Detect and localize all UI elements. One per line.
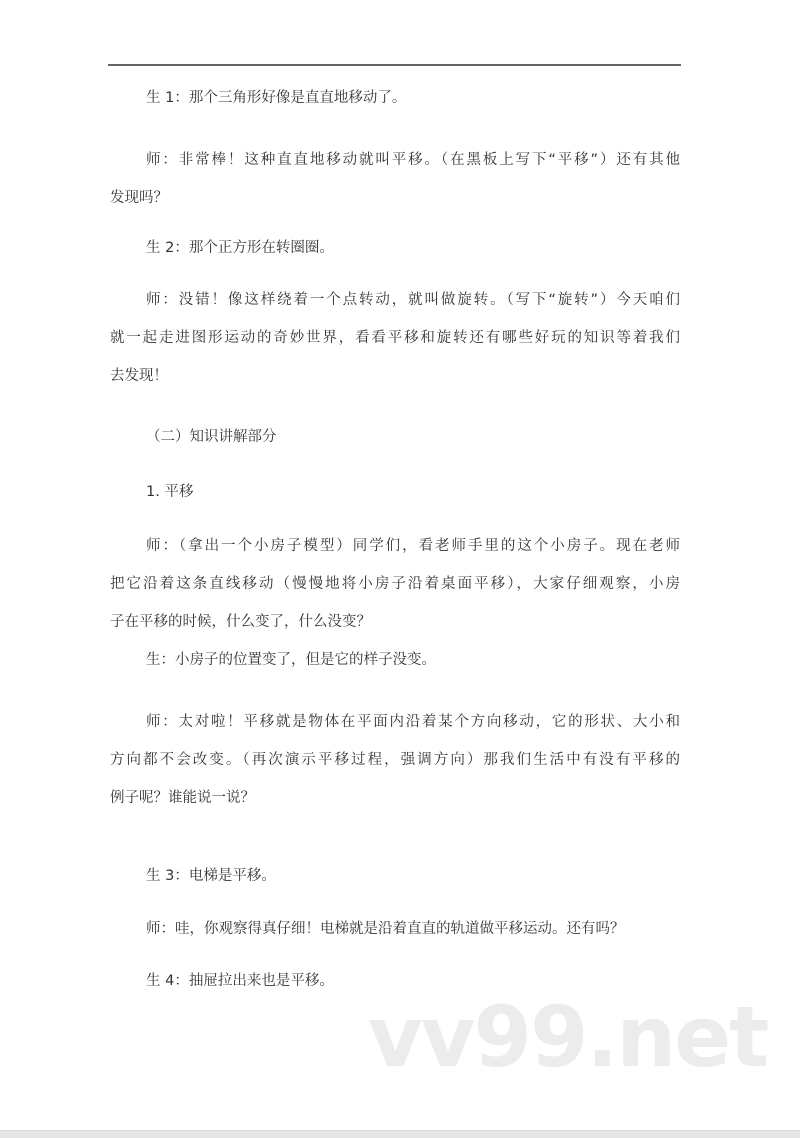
text-line: 师：非常棒！这种直直地移动就叫平移。（在黑板上写下“平移”）还有其他 <box>146 152 680 168</box>
paragraph-teacher-translation <box>110 141 680 217</box>
text-line: 师：没错！像这样绕着一个点转动，就叫做旋转。（写下“旋转”）今天咱们 <box>146 292 680 308</box>
text-line: 师：哇，你观察得真仔细！电梯就是沿着直直的轨道做平移运动。还有吗？ <box>146 921 625 937</box>
header-rule <box>108 64 681 66</box>
text-line: 生 2：那个正方形在转圈圈。 <box>146 240 334 256</box>
text-line: 生 1：那个三角形好像是直直地移动了。 <box>146 90 407 106</box>
paragraph-student-2 <box>110 229 680 267</box>
paragraph-student-1 <box>110 79 680 117</box>
text-line: 把它沿着这条直线移动（慢慢地将小房子沿着桌面平移），大家仔细观察，小房 <box>110 576 680 592</box>
text-line: 就一起走进图形运动的奇妙世界，看看平移和旋转还有哪些好玩的知识等着我们 <box>110 330 680 346</box>
text-line: 子在平移的时候，什么变了，什么没变？ <box>110 614 371 630</box>
text-line: （二）知识讲解部分 <box>146 429 277 445</box>
section-heading <box>110 418 680 456</box>
text-line: 1. 平移 <box>146 484 194 500</box>
text-line: 例子呢？谁能说一说？ <box>110 790 255 806</box>
text-line: 师：太对啦！平移就是物体在平面内沿着某个方向移动，它的形状、大小和 <box>146 714 680 730</box>
text-line: 生 4：抽屉拉出来也是平移。 <box>146 973 334 989</box>
paragraph-teacher-house <box>110 527 680 641</box>
text-line: 发现吗？ <box>110 190 168 206</box>
text-line: 师：（拿出一个小房子模型）同学们，看老师手里的这个小房子。现在老师 <box>146 538 680 554</box>
subsection-heading <box>110 473 680 511</box>
paragraph-teacher-elevator <box>110 910 680 948</box>
paragraph-student-house <box>110 641 680 679</box>
paragraph-teacher-rotation <box>110 281 680 395</box>
watermark: vv99.net <box>368 988 768 1086</box>
text-line: 生：小房子的位置变了，但是它的样子没变。 <box>146 652 436 668</box>
paragraph-student-3 <box>110 857 680 895</box>
text-line: 生 3：电梯是平移。 <box>146 868 276 884</box>
paragraph-teacher-definition <box>110 703 680 817</box>
text-line: 去发现！ <box>110 368 168 384</box>
text-line: 方向都不会改变。（再次演示平移过程，强调方向）那我们生活中有没有平移的 <box>110 752 680 768</box>
